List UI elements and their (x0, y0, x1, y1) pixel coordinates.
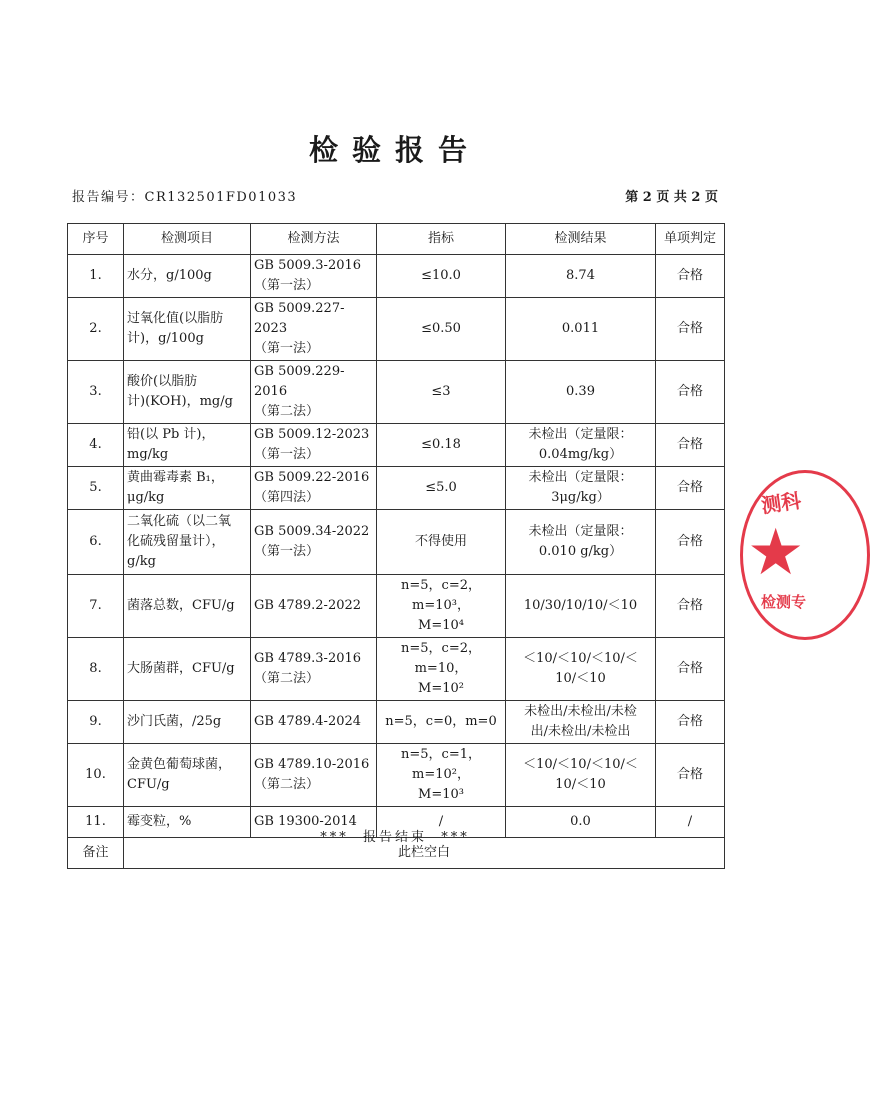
specification (377, 467, 506, 510)
test-result-line: 未检出/未检出/未检 (524, 704, 637, 719)
table-row (68, 510, 725, 575)
test-method-line: （第一法） (254, 447, 320, 462)
test-result-line: 10/30/10/10/＜10 (523, 598, 638, 613)
verdict: 合格 (656, 424, 725, 467)
verdict: 合格 (656, 575, 725, 638)
test-item (124, 467, 251, 510)
table-row (68, 361, 725, 424)
row-number: 6. (68, 510, 124, 575)
table-row (68, 467, 725, 510)
test-method-line: GB 4789.3-2016 (254, 651, 362, 666)
verdict: / (656, 807, 725, 838)
test-item-line: 计)，g/100g (127, 331, 204, 346)
specification-line: ≤10.0 (421, 268, 461, 283)
seal-text-top: 测科 (759, 488, 803, 518)
remark-text: 此栏空白 (124, 838, 725, 869)
test-item-line: 二氧化硫（以二氧 (127, 514, 232, 529)
test-item-line: 铅(以 Pb 计)， (127, 427, 215, 442)
specification (377, 424, 506, 467)
test-result (506, 424, 656, 467)
test-method-line: （第二法） (254, 404, 320, 419)
specification-line: ≤3 (431, 384, 451, 399)
test-item (124, 638, 251, 701)
verdict: 合格 (656, 298, 725, 361)
specification-line: / (438, 814, 444, 829)
page-total: 2 (691, 190, 701, 205)
specification-line: ≤5.0 (425, 480, 457, 495)
table-row (68, 701, 725, 744)
test-result-line: 10/＜10 (555, 671, 606, 686)
star-icon: ★ (747, 516, 805, 590)
test-result (506, 298, 656, 361)
col-header-verdict: 单项判定 (656, 224, 725, 255)
test-item (124, 361, 251, 424)
test-result-line: 0.39 (566, 384, 595, 399)
col-header-result: 检测结果 (506, 224, 656, 255)
specification-line: ≤0.50 (421, 321, 461, 336)
col-header-item: 检测项目 (124, 224, 251, 255)
test-result-line: 10/＜10 (555, 777, 606, 792)
test-item-line: 金黄色葡萄球菌， (127, 757, 232, 772)
specification (377, 255, 506, 298)
test-result (506, 744, 656, 807)
test-item (124, 298, 251, 361)
specification (377, 510, 506, 575)
test-method (251, 744, 377, 807)
test-result-line: 0.010 g/kg） (538, 544, 623, 559)
verdict: 合格 (656, 638, 725, 701)
test-item-line: 菌落总数，CFU/g (127, 598, 235, 613)
verdict: 合格 (656, 701, 725, 744)
report-title: 检验报告 (308, 133, 481, 167)
table-row (68, 744, 725, 807)
page-indicator: 第 2 页 共 2 页 (625, 190, 718, 205)
header-row (68, 224, 725, 255)
test-method-line: GB 5009.3-2016 (254, 258, 362, 273)
test-method-line: GB 4789.4-2024 (254, 714, 362, 729)
specification (377, 638, 506, 701)
test-item-line: 酸价(以脂肪 (127, 374, 198, 389)
remark-label: 备注 (68, 838, 124, 869)
test-result (506, 255, 656, 298)
test-method-line: GB 4789.10-2016 (254, 757, 370, 772)
row-number: 4. (68, 424, 124, 467)
specification-line: 不得使用 (414, 534, 467, 549)
test-method-line: GB 4789.2-2022 (254, 598, 362, 613)
test-result (506, 701, 656, 744)
test-result-line: 0.0 (570, 814, 591, 829)
verdict: 合格 (656, 744, 725, 807)
results-table (67, 223, 725, 869)
col-header-no: 序号 (68, 224, 124, 255)
test-result-line: 未检出（定量限： (528, 427, 633, 442)
test-result-line: 出/未检出/未检出 (530, 724, 631, 739)
seal-text-bottom: 检测专 (761, 593, 807, 611)
row-number: 5. (68, 467, 124, 510)
specification (377, 298, 506, 361)
test-item-line: mg/kg (127, 447, 169, 462)
test-item-line: μg/kg (127, 490, 165, 505)
test-method (251, 467, 377, 510)
test-result (506, 575, 656, 638)
test-method (251, 255, 377, 298)
test-method-line: （第一法） (254, 278, 320, 293)
test-method-line: （第二法） (254, 671, 320, 686)
test-result-line: 未检出（定量限： (528, 470, 633, 485)
specification-line: M=10² (418, 681, 464, 696)
test-item-line: 大肠菌群，CFU/g (127, 661, 235, 676)
test-result-line: 0.011 (561, 321, 600, 336)
test-result (506, 361, 656, 424)
specification (377, 575, 506, 638)
test-result-line: 8.74 (566, 268, 595, 283)
test-result-line: ＜10/＜10/＜10/＜ (523, 651, 638, 666)
row-number: 11. (68, 807, 124, 838)
row-number: 1. (68, 255, 124, 298)
row-number: 8. (68, 638, 124, 701)
test-method (251, 424, 377, 467)
test-item-line: 霉变粒，% (127, 814, 192, 829)
test-method-line: GB 19300-2014 (254, 814, 357, 829)
col-header-spec: 指标 (377, 224, 506, 255)
test-method-line: （第一法） (254, 341, 320, 356)
page-current: 2 (642, 190, 652, 205)
test-method (251, 298, 377, 361)
test-method (251, 361, 377, 424)
test-method (251, 510, 377, 575)
specification-line: n=5，c=2，m=10， (401, 641, 481, 676)
test-result (506, 467, 656, 510)
verdict: 合格 (656, 510, 725, 575)
table-row (68, 638, 725, 701)
report-number: 报告编号：CR132501FD01033 (72, 190, 298, 205)
table-row (68, 424, 725, 467)
test-method-line: （第四法） (254, 490, 320, 505)
specification-line: n=5，c=2，m=10³， (401, 578, 481, 613)
verdict: 合格 (656, 361, 725, 424)
test-result (506, 510, 656, 575)
official-seal (740, 470, 870, 640)
row-number: 2. (68, 298, 124, 361)
specification (377, 701, 506, 744)
table-row (68, 298, 725, 361)
results-body (68, 255, 725, 838)
test-result-line: 0.04mg/kg） (538, 447, 623, 462)
verdict: 合格 (656, 467, 725, 510)
col-header-method: 检测方法 (251, 224, 377, 255)
test-item (124, 255, 251, 298)
specification-line: ≤0.18 (421, 437, 461, 452)
report-end: *** 报告结束 *** (320, 830, 470, 845)
table-row (68, 255, 725, 298)
verdict: 合格 (656, 255, 725, 298)
test-method (251, 638, 377, 701)
test-result (506, 638, 656, 701)
test-item-line: 过氧化值(以脂肪 (127, 311, 224, 326)
test-item (124, 575, 251, 638)
test-item (124, 701, 251, 744)
test-item-line: 化硫残留量计）， (127, 534, 225, 549)
test-item-line: g/kg (127, 554, 156, 569)
test-item (124, 510, 251, 575)
row-number: 3. (68, 361, 124, 424)
test-item-line: 黄曲霉毒素 B₁， (127, 470, 224, 485)
test-item (124, 424, 251, 467)
test-item (124, 744, 251, 807)
test-method (251, 701, 377, 744)
test-method (251, 575, 377, 638)
test-item-line: 沙门氏菌，/25g (127, 714, 222, 729)
test-result-line: 3μg/kg） (551, 490, 610, 505)
test-result-line: ＜10/＜10/＜10/＜ (523, 757, 638, 772)
test-method-line: GB 5009.34-2022 (254, 524, 370, 539)
table-row (68, 575, 725, 638)
specification-line: M=10³ (418, 787, 464, 802)
test-method-line: （第二法） (254, 777, 320, 792)
test-result-line: 未检出（定量限： (528, 524, 633, 539)
specification-line: M=10⁴ (418, 618, 464, 633)
test-method-line: （第一法） (254, 544, 320, 559)
test-method-line: GB 5009.22-2016 (254, 470, 370, 485)
test-method-line: GB 5009.229-2016 (254, 364, 345, 399)
test-method-line: GB 5009.12-2023 (254, 427, 370, 442)
specification-line: n=5，c=1，m=10²， (401, 747, 481, 782)
row-number: 10. (68, 744, 124, 807)
test-item-line: 计)(KOH)，mg/g (127, 394, 233, 409)
test-item-line: 水分，g/100g (127, 268, 212, 283)
test-method-line: GB 5009.227-2023 (254, 301, 345, 336)
row-number: 9. (68, 701, 124, 744)
specification (377, 744, 506, 807)
row-number: 7. (68, 575, 124, 638)
specification (377, 361, 506, 424)
specification-line: n=5，c=0，m=0 (385, 714, 497, 729)
test-item-line: CFU/g (127, 777, 170, 792)
